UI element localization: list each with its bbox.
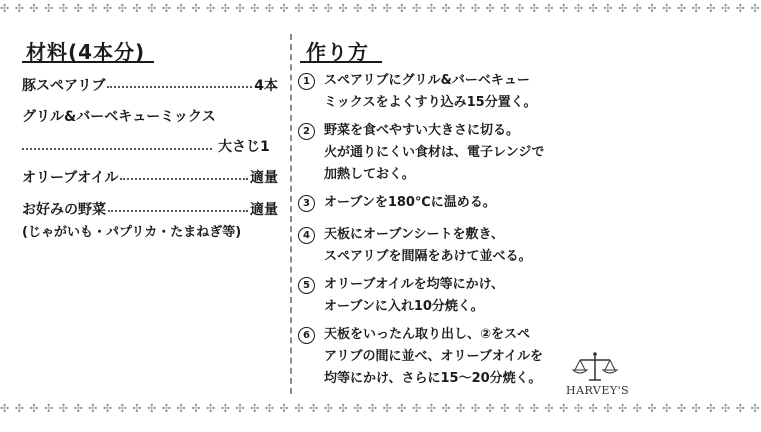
ingredient-amount: 適量 xyxy=(250,170,278,186)
ingredient-name: お好みの野菜 xyxy=(22,202,106,218)
step-text: 天板をいったん取り出し、②をスペ xyxy=(324,327,531,342)
ingredient-note: (じゃがいも・パプリカ・たまねぎ等) xyxy=(22,225,242,240)
ingredients-title-underline xyxy=(22,61,154,63)
ingredient-row xyxy=(22,166,278,186)
ingredients-title: 材料(4本分) xyxy=(26,40,146,64)
ingredient-amount: 適量 xyxy=(250,202,278,218)
ingredient-row xyxy=(22,74,278,94)
ingredient-name: グリル&バーベキューミックス xyxy=(22,109,216,125)
ingredient-name: 豚スペアリブ xyxy=(22,78,106,94)
decorative-border-bottom: ✣ ✣ ✣ ✣ ✣ ✣ ✣ ✣ ✣ ✣ ✣ ✣ ✣ ✣ ✣ ✣ ✣ ✣ ✣ ✣ ✣ ✣ ✣ ✣ ✣ ✣ ✣ ✣ ✣ ✣ ✣ ✣ ✣ ✣ ✣ ✣ ✣ ✣ ✣ ✣ ✣ ✣ ✣ ✣ ✣ ✣ ✣ ✣ ✣ ✣ ✣ ✣ xyxy=(0,402,761,415)
ingredient-name: オリーブオイル xyxy=(22,170,119,186)
step-number: 1 xyxy=(298,73,315,90)
step-text: 加熱しておく。 xyxy=(324,167,415,182)
dot-leader xyxy=(120,164,248,180)
step-text: 天板にオーブンシートを敷き、 xyxy=(324,227,504,242)
column-divider xyxy=(290,34,292,394)
step-item xyxy=(298,192,628,214)
brand-name: HARVEY'S xyxy=(566,384,630,397)
method-title: 作り方 xyxy=(306,40,369,64)
step-text: 野菜を食べやすい大きさに切る。 xyxy=(324,123,520,138)
step-item xyxy=(298,274,628,318)
step-number: 3 xyxy=(298,195,315,212)
method-title-underline xyxy=(300,61,382,63)
ingredient-row xyxy=(22,106,278,126)
step-item xyxy=(298,120,628,186)
ingredient-row xyxy=(22,198,278,218)
step-number: 4 xyxy=(298,227,315,244)
step-text: アリブの間に並べ、オリーブオイルを xyxy=(324,349,544,364)
dot-leader xyxy=(22,138,212,150)
step-text: スペアリブにグリル&バーベキュー xyxy=(324,73,530,88)
step-number: 2 xyxy=(298,123,315,140)
step-number: 6 xyxy=(298,327,315,344)
step-text: ミックスをよくすり込み15分置く。 xyxy=(324,95,537,110)
dot-leader xyxy=(107,72,252,88)
step-text: 均等にかけ、さらに15～20分焼く。 xyxy=(324,371,542,386)
step-text: オーブンを180℃に温める。 xyxy=(324,195,496,210)
step-number: 5 xyxy=(298,277,315,294)
step-item xyxy=(298,70,628,114)
ingredient-amount: 大さじ1 xyxy=(218,139,270,155)
ingredient-amount: 4本 xyxy=(254,78,278,94)
step-item xyxy=(298,224,628,268)
step-text: オリーブオイルを均等にかけ、 xyxy=(324,277,505,292)
step-text: スペアリブを間隔をあけて並べる。 xyxy=(324,249,532,264)
step-text: オーブンに入れ10分焼く。 xyxy=(324,299,484,314)
decorative-border-top: ✣ ✣ ✣ ✣ ✣ ✣ ✣ ✣ ✣ ✣ ✣ ✣ ✣ ✣ ✣ ✣ ✣ ✣ ✣ ✣ ✣ ✣ ✣ ✣ ✣ ✣ ✣ ✣ ✣ ✣ ✣ ✣ ✣ ✣ ✣ ✣ ✣ ✣ ✣ ✣ ✣ ✣ ✣ ✣ ✣ ✣ ✣ ✣ ✣ ✣ ✣ ✣ xyxy=(0,2,761,15)
dot-leader xyxy=(108,196,248,212)
step-text: 火が通りにくい食材は、電子レンジで xyxy=(324,145,545,160)
